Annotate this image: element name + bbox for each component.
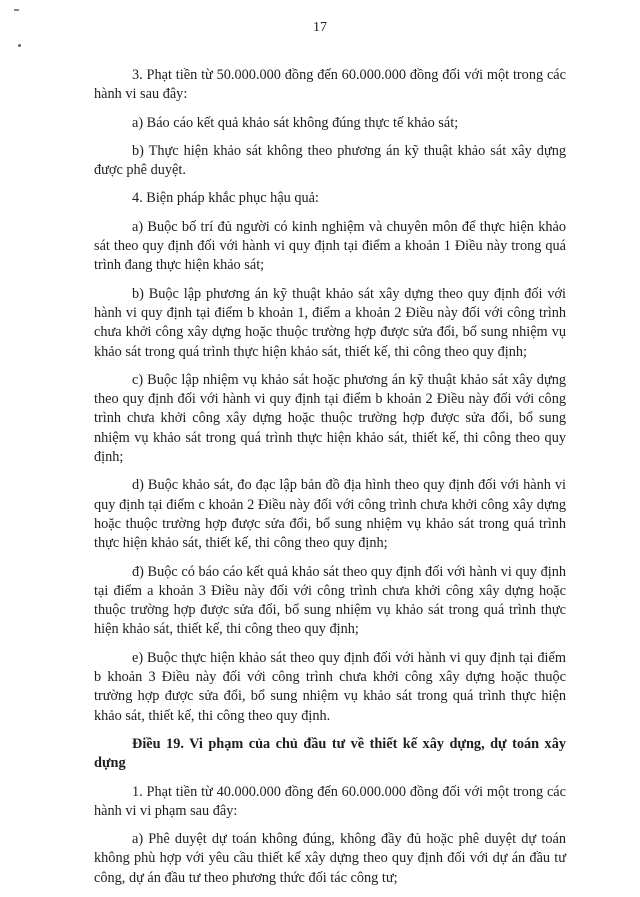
paragraph-4a: a) Buộc bố trí đủ người có kinh nghiệm và chuyên môn để thực hiện khảo sát theo quy định đối với hành vi quy định tại điểm a khoản 1 Điều này trong quá trình đang thực hiện khảo sát; — [94, 218, 566, 274]
scan-dot — [18, 44, 21, 47]
paragraph-4e: e) Buộc thực hiện khảo sát theo quy định đối với hành vi quy định tại điểm b khoản 3 Điều này đối với công trình chưa khởi công xây dựng hoặc thuộc trường hợp được sửa đổi, bổ sung nhiệm vụ khảo sát trong quá trình thực hiện khảo sát, thiết kế, thi công theo quy định. — [94, 649, 566, 724]
page-number: 17 — [313, 20, 327, 35]
paragraph-remedies-4: 4. Biện pháp khắc phục hậu quả: — [132, 190, 319, 207]
article-19-heading: Điều 19. Vi phạm của chủ đầu tư về thiết kế xây dựng, dự toán xây dựng — [94, 735, 566, 772]
paragraph-3a: a) Báo cáo kết quả khảo sát không đúng thực tế khảo sát; — [132, 114, 459, 131]
paragraph-4dd: đ) Buộc có báo cáo kết quả khảo sát theo quy định đối với hành vi quy định tại điểm a khoản 3 Điều này đối với công trình chưa khởi công xây dựng hoặc thuộc trường hợp được sửa đổi, bổ sung nhiệm vụ khảo sát trong quá trình thực hiện khảo sát, thiết kế, thi công theo quy định; — [94, 563, 566, 638]
paragraph-penalty-3: 3. Phạt tiền từ 50.000.000 đồng đến 60.000.000 đồng đối với một trong các hành vi sau đây: — [94, 67, 566, 103]
paragraph-3b: b) Thực hiện khảo sát không theo phương án kỹ thuật khảo sát xây dựng được phê duyệt. — [94, 142, 566, 179]
paragraph-4c: c) Buộc lập nhiệm vụ khảo sát hoặc phương án kỹ thuật khảo sát xây dựng theo quy định đối với hành vi quy định tại điểm b khoản 2 Điều này đối với công trình chưa khởi công xây dựng hoặc thuộc trường hợp được sửa đổi, bổ sung nhiệm vụ khảo sát trong quá trình thực hiện khảo sát, thiết kế, thi công theo quy định; — [94, 371, 566, 466]
paragraph-19-1a: a) Phê duyệt dự toán không đúng, không đầy đủ hoặc phê duyệt dự toán không phù hợp với yêu cầu thiết kế xây dựng theo quy định đối với dự án đầu tư công, dự án đầu tư theo phương thức đối tác công tư; — [94, 831, 566, 886]
paragraph-19-1: 1. Phạt tiền từ 40.000.000 đồng đến 60.000.000 đồng đối với một trong các hành vi vi phạm sau đây: — [94, 783, 566, 819]
scan-mark — [14, 9, 19, 11]
paragraph-4b: b) Buộc lập phương án kỹ thuật khảo sát xây dựng theo quy định đối với hành vi quy định tại điểm b khoản 1, điểm a khoản 2 Điều này đối với công trình chưa khởi công xây dựng hoặc thuộc trường hợp được sửa đổi, bổ sung nhiệm vụ khảo sát trong quá trình thực hiện khảo sát, thiết kế, thi công theo quy định; — [94, 285, 566, 360]
paragraph-4d: d) Buộc khảo sát, đo đạc lập bản đồ địa hình theo quy định đối với hành vi quy định tại điểm c khoản 2 Điều này đối với công trình chưa khởi công xây dựng hoặc thuộc trường hợp được sửa đổi, bổ sung nhiệm vụ khảo sát trong quá trình thực hiện khảo sát, thiết kế, thi công theo quy định; — [94, 477, 566, 552]
document-body — [94, 66, 566, 888]
